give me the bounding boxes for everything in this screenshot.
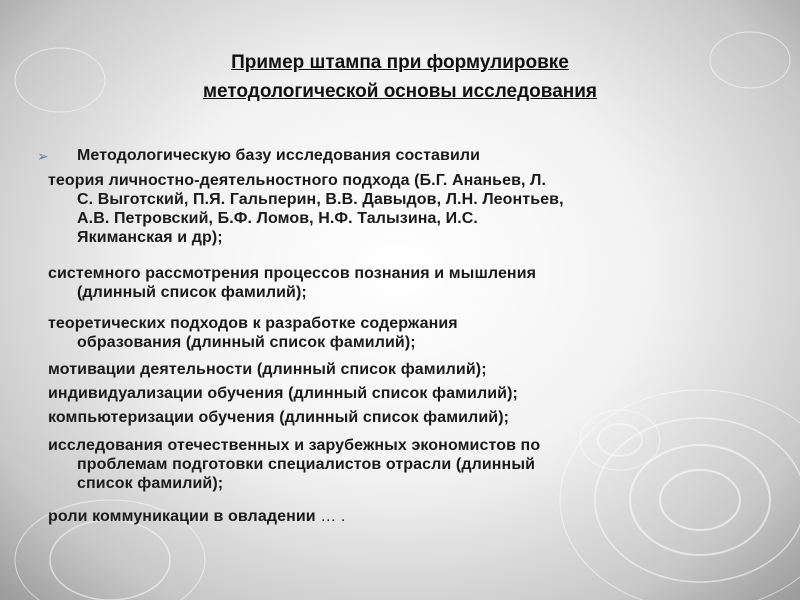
body-line: проблемам подготовки специалистов отрасли (длинный: [77, 456, 536, 473]
body-line: Методологическую базу исследования составили: [77, 147, 481, 164]
body-line-last: [48, 507, 345, 526]
ellipsis: … .: [315, 508, 346, 525]
body-line: мотивации деятельности (длинный список фамилий);: [48, 361, 487, 378]
body-line: исследования отечественных и зарубежных экономистов по: [48, 437, 541, 454]
body-line: системного рассмотрения процессов познания и мышления: [48, 265, 537, 282]
body-line: образования (длинный список фамилий);: [77, 334, 416, 351]
body-line: Якиманская и др);: [77, 229, 223, 246]
body-line: компьютеризации обучения (длинный список фамилий);: [48, 409, 510, 426]
arrow-bullet-icon: ➢: [37, 148, 49, 164]
body-line: С. Выготский, П.Я. Гальперин, В.В. Давыдов, Л.Н. Леонтьев,: [77, 191, 564, 208]
body-line: список фамилий);: [77, 475, 224, 492]
body-line: А.В. Петровский, Б.Ф. Ломов, Н.Ф. Талызина, И.С.: [77, 210, 478, 227]
body-line: (длинный список фамилий);: [77, 284, 307, 301]
title-line-2: методологической основы исследования: [202, 81, 598, 102]
slide-title: [100, 48, 700, 106]
body-line: теория личностно-деятельностного подхода (Б.Г. Ананьев, Л.: [48, 172, 547, 189]
body-line: индивидуализации обучения (длинный список фамилий);: [48, 385, 518, 402]
title-line-1: Пример штампа при формулировке: [231, 52, 569, 73]
body-line-text: роли коммуникации в овладении: [48, 508, 316, 525]
body-line: теоретических подходов к разработке содержания: [48, 315, 458, 332]
